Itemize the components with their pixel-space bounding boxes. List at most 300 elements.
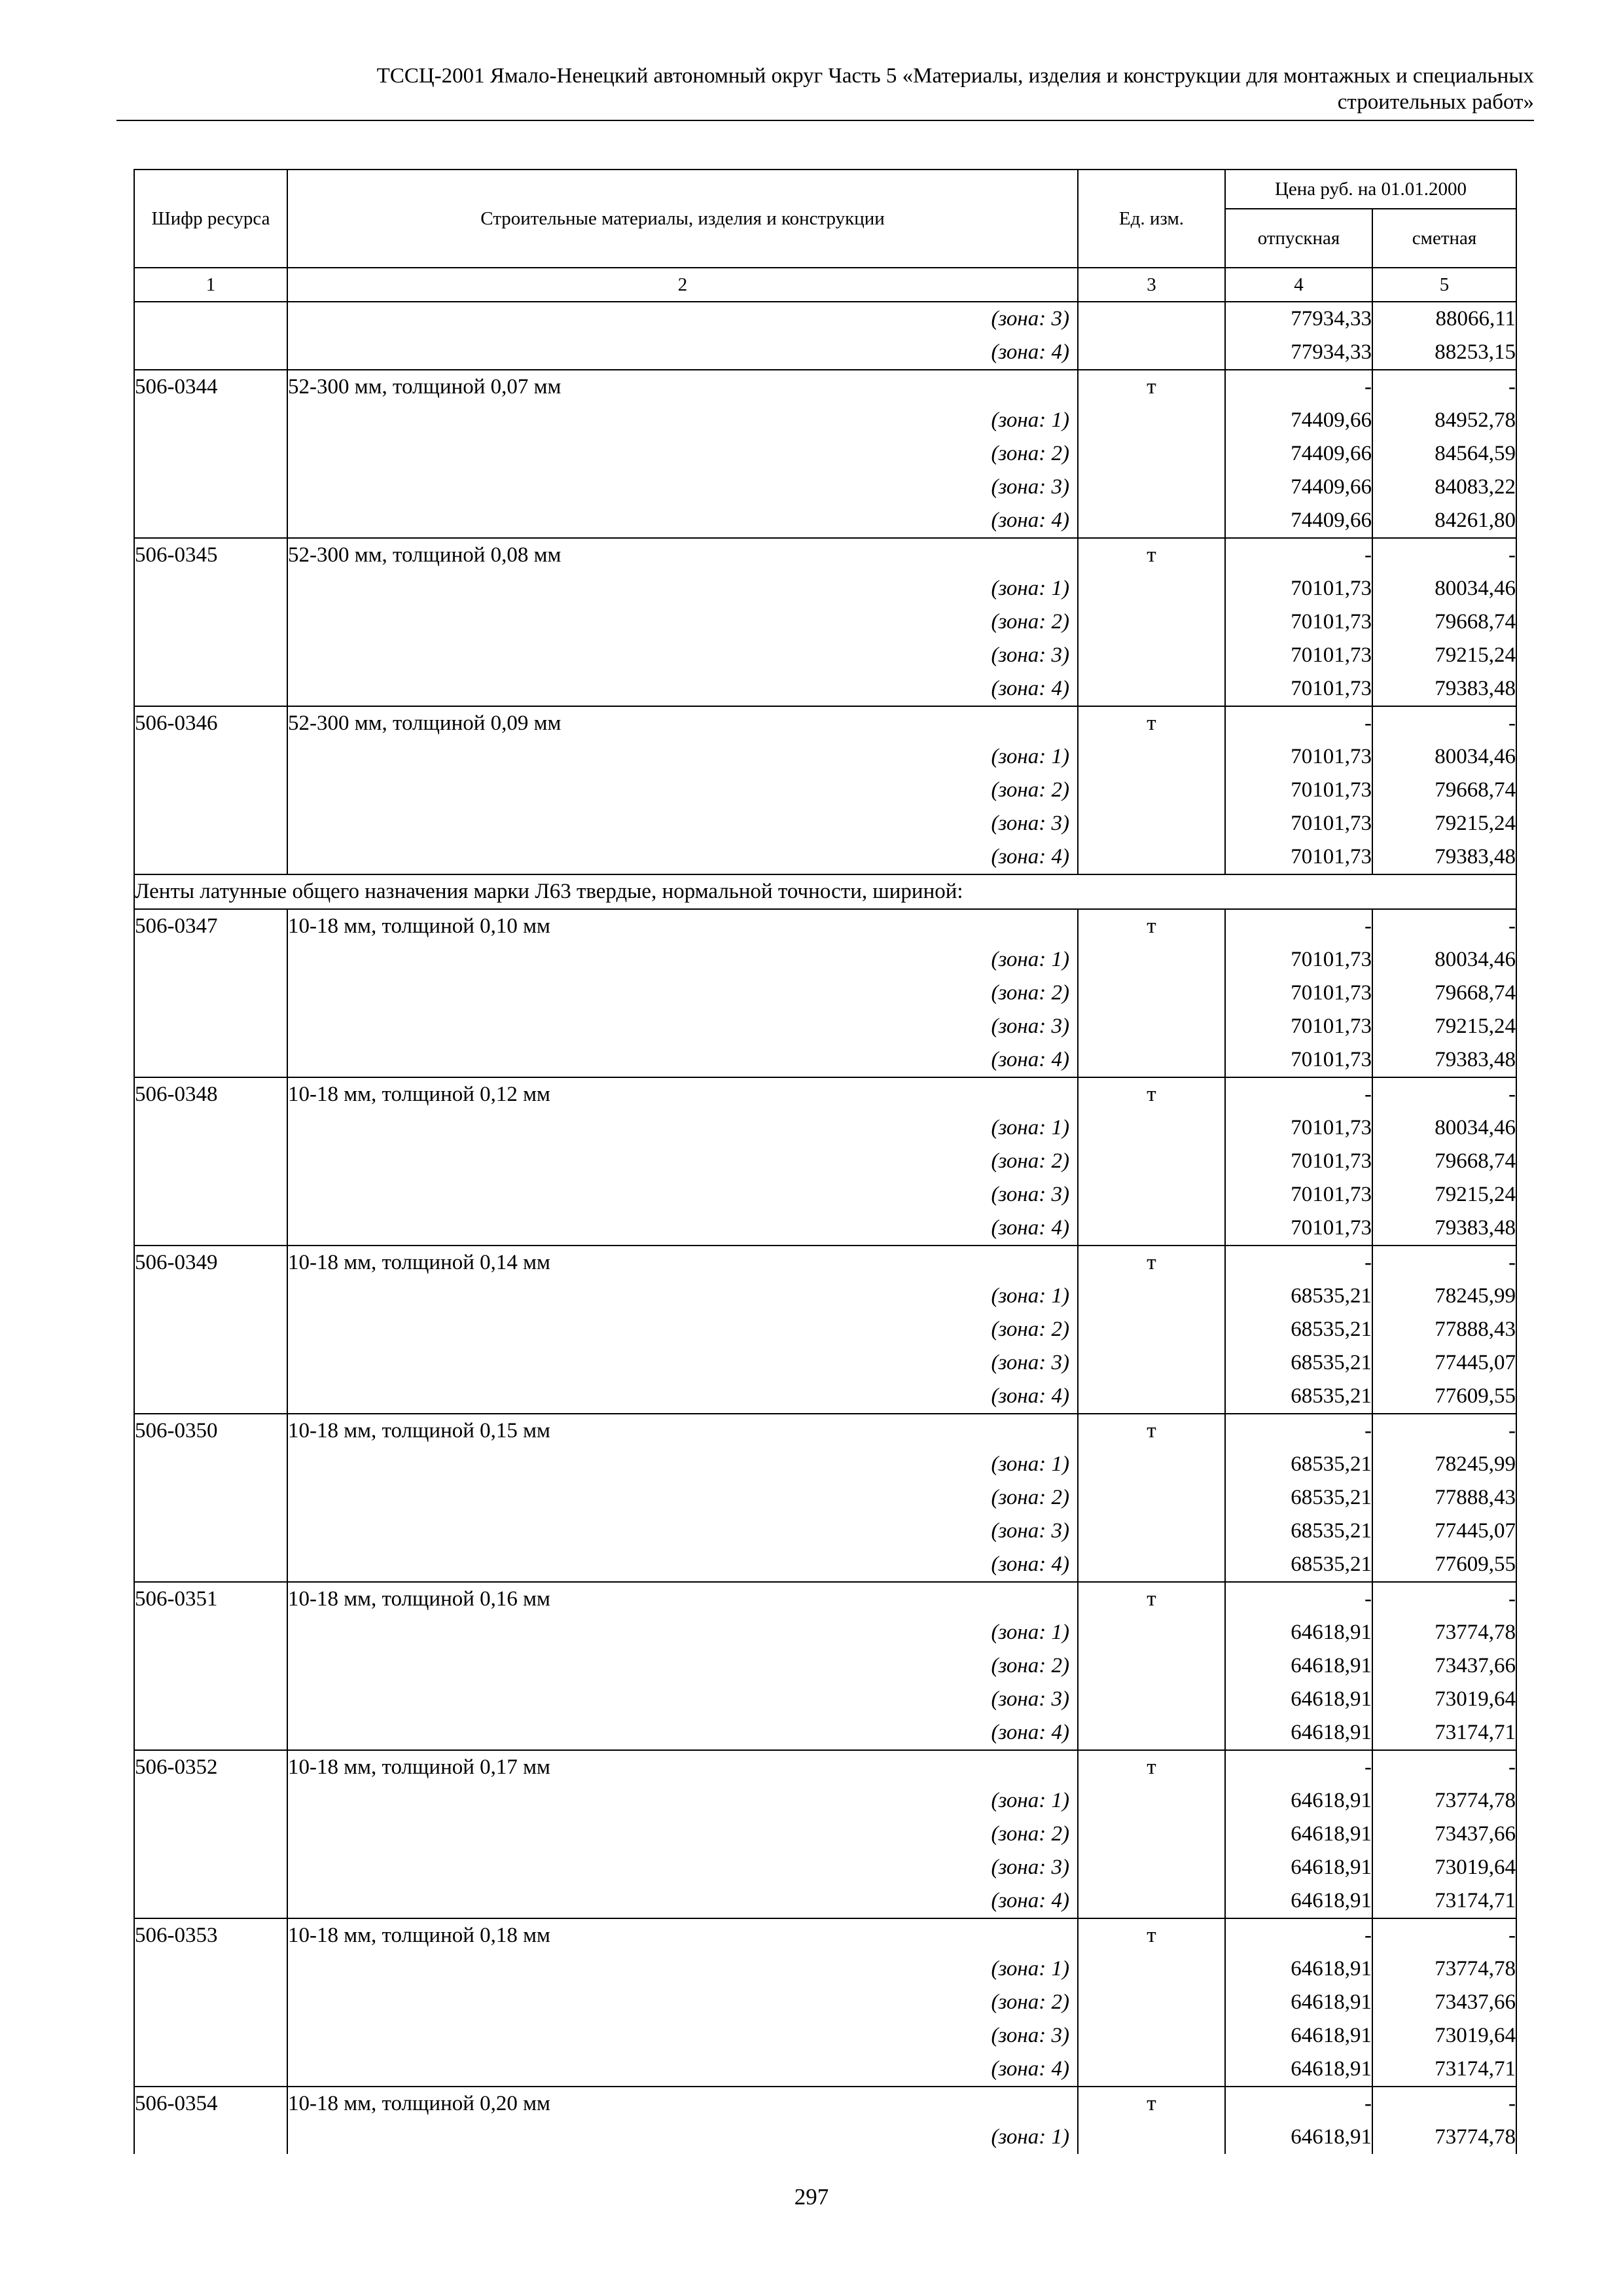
zone-label: (зона: 4): [287, 1884, 1078, 1918]
resource-code: [134, 1010, 287, 1043]
unit-cell: [1078, 336, 1225, 370]
zone-row: [134, 1548, 1516, 1582]
unit-cell: [1078, 1313, 1225, 1346]
estimate-price: -: [1372, 1246, 1516, 1280]
release-price: -: [1225, 538, 1372, 572]
release-price: 68535,21: [1225, 1548, 1372, 1582]
unit-cell: [1078, 504, 1225, 538]
unit-cell: [1078, 977, 1225, 1010]
unit-cell: [1078, 1178, 1225, 1211]
resource-code: 506-0350: [134, 1414, 287, 1448]
zone-row: [134, 840, 1516, 874]
zone-row: [134, 1178, 1516, 1211]
resource-code: 506-0347: [134, 909, 287, 943]
resource-code: [134, 639, 287, 672]
estimate-price: 73174,71: [1372, 1884, 1516, 1918]
zone-row: [134, 740, 1516, 774]
estimate-price: 77888,43: [1372, 1313, 1516, 1346]
unit-cell: [1078, 2053, 1225, 2087]
estimate-price: 79215,24: [1372, 1178, 1516, 1211]
resource-code: [134, 1448, 287, 1481]
estimate-price: 73019,64: [1372, 1683, 1516, 1716]
item-row: [134, 909, 1516, 943]
unit-cell: [1078, 639, 1225, 672]
release-price: 70101,73: [1225, 977, 1372, 1010]
estimate-price: 73437,66: [1372, 1986, 1516, 2019]
zone-label: (зона: 3): [287, 302, 1078, 336]
unit-cell: т: [1078, 1246, 1225, 1280]
release-price: -: [1225, 2087, 1372, 2121]
release-price: 70101,73: [1225, 807, 1372, 840]
col-number-4: 4: [1225, 268, 1372, 302]
unit-cell: [1078, 1616, 1225, 1649]
zone-row: [134, 774, 1516, 807]
resource-code: [134, 807, 287, 840]
release-price: 70101,73: [1225, 1111, 1372, 1145]
estimate-price: 73019,64: [1372, 2019, 1516, 2053]
zone-label: (зона: 4): [287, 1716, 1078, 1750]
zone-row: [134, 807, 1516, 840]
zone-row: [134, 605, 1516, 639]
unit-cell: [1078, 1515, 1225, 1548]
zone-label: (зона: 1): [287, 740, 1078, 774]
unit-cell: [1078, 471, 1225, 504]
release-price: 70101,73: [1225, 639, 1372, 672]
release-price: -: [1225, 1414, 1372, 1448]
unit-cell: [1078, 1818, 1225, 1851]
estimate-price: 73774,78: [1372, 2121, 1516, 2154]
unit-cell: [1078, 774, 1225, 807]
unit-cell: [1078, 1111, 1225, 1145]
col-header-code: Шифр ресурса: [134, 170, 287, 268]
unit-cell: [1078, 1784, 1225, 1818]
resource-code: [134, 1145, 287, 1178]
item-description: 52-300 мм, толщиной 0,07 мм: [287, 370, 1078, 404]
estimate-price: 80034,46: [1372, 1111, 1516, 1145]
unit-cell: [1078, 1548, 1225, 1582]
resource-code: [134, 1986, 287, 2019]
estimate-price: -: [1372, 1750, 1516, 1784]
unit-cell: [1078, 807, 1225, 840]
zone-row: [134, 302, 1516, 336]
estimate-price: 79383,48: [1372, 1211, 1516, 1246]
estimate-price: 79215,24: [1372, 639, 1516, 672]
zone-row: [134, 1313, 1516, 1346]
resource-code: [134, 336, 287, 370]
unit-cell: [1078, 1010, 1225, 1043]
release-price: 64618,91: [1225, 2019, 1372, 2053]
estimate-price: 84564,59: [1372, 437, 1516, 471]
unit-cell: [1078, 1986, 1225, 2019]
release-price: -: [1225, 1918, 1372, 1952]
item-row: [134, 2087, 1516, 2121]
estimate-price: -: [1372, 1582, 1516, 1616]
resource-code: 506-0351: [134, 1582, 287, 1616]
zone-row: [134, 1683, 1516, 1716]
unit-cell: т: [1078, 2087, 1225, 2121]
col-header-price: Цена руб. на 01.01.2000: [1225, 170, 1516, 209]
zone-label: (зона: 1): [287, 1448, 1078, 1481]
zone-label: (зона: 3): [287, 1851, 1078, 1884]
resource-code: [134, 1884, 287, 1918]
zone-label: (зона: 1): [287, 943, 1078, 977]
estimate-price: 78245,99: [1372, 1448, 1516, 1481]
estimate-price: 79668,74: [1372, 774, 1516, 807]
zone-label: (зона: 2): [287, 977, 1078, 1010]
resource-code: [134, 1716, 287, 1750]
release-price: 64618,91: [1225, 1716, 1372, 1750]
page-number: 297: [794, 2184, 829, 2210]
estimate-price: -: [1372, 909, 1516, 943]
zone-row: [134, 404, 1516, 437]
estimate-price: 79383,48: [1372, 672, 1516, 706]
unit-cell: [1078, 1280, 1225, 1313]
resource-code: [134, 572, 287, 605]
col-header-estimate-price: сметная: [1372, 209, 1516, 268]
unit-cell: [1078, 1683, 1225, 1716]
zone-label: (зона: 3): [287, 1515, 1078, 1548]
zone-label: (зона: 2): [287, 1986, 1078, 2019]
release-price: -: [1225, 1750, 1372, 1784]
estimate-price: 80034,46: [1372, 572, 1516, 605]
zone-label: (зона: 1): [287, 1952, 1078, 1986]
section-heading-row: [134, 874, 1516, 909]
resource-code: [134, 437, 287, 471]
zone-label: (зона: 4): [287, 336, 1078, 370]
release-price: 64618,91: [1225, 1884, 1372, 1918]
estimate-price: 73174,71: [1372, 1716, 1516, 1750]
zone-label: (зона: 2): [287, 1818, 1078, 1851]
unit-cell: т: [1078, 538, 1225, 572]
release-price: -: [1225, 1246, 1372, 1280]
release-price: 64618,91: [1225, 1952, 1372, 1986]
estimate-price: -: [1372, 1918, 1516, 1952]
resource-code: [134, 1683, 287, 1716]
zone-row: [134, 1010, 1516, 1043]
resource-code: [134, 1649, 287, 1683]
resource-code: [134, 2121, 287, 2154]
zone-row: [134, 572, 1516, 605]
col-header-release-price: отпускная: [1225, 209, 1372, 268]
item-description: 10-18 мм, толщиной 0,14 мм: [287, 1246, 1078, 1280]
release-price: 70101,73: [1225, 840, 1372, 874]
estimate-price: 73774,78: [1372, 1784, 1516, 1818]
estimate-price: 88253,15: [1372, 336, 1516, 370]
unit-cell: т: [1078, 1918, 1225, 1952]
release-price: 64618,91: [1225, 1616, 1372, 1649]
zone-label: (зона: 3): [287, 807, 1078, 840]
resource-code: [134, 1313, 287, 1346]
item-row: [134, 1414, 1516, 1448]
item-row: [134, 1077, 1516, 1111]
release-price: 64618,91: [1225, 2121, 1372, 2154]
resource-code: [134, 2053, 287, 2087]
resource-code: [134, 1280, 287, 1313]
zone-row: [134, 977, 1516, 1010]
release-price: 74409,66: [1225, 504, 1372, 538]
item-description: 10-18 мм, толщиной 0,16 мм: [287, 1582, 1078, 1616]
estimate-price: 79383,48: [1372, 840, 1516, 874]
release-price: 68535,21: [1225, 1313, 1372, 1346]
resource-code: 506-0352: [134, 1750, 287, 1784]
price-table: [134, 169, 1517, 2154]
estimate-price: -: [1372, 1414, 1516, 1448]
release-price: 74409,66: [1225, 437, 1372, 471]
release-price: 68535,21: [1225, 1280, 1372, 1313]
release-price: -: [1225, 1582, 1372, 1616]
release-price: 68535,21: [1225, 1346, 1372, 1380]
estimate-price: 77445,07: [1372, 1515, 1516, 1548]
zone-row: [134, 943, 1516, 977]
zone-label: (зона: 2): [287, 1481, 1078, 1515]
zone-row: [134, 1784, 1516, 1818]
unit-cell: [1078, 2019, 1225, 2053]
header-line-1: ТССЦ-2001 Ямало-Ненецкий автономный округ Часть 5 «Материалы, изделия и конструкции для монтажных и специальных: [376, 64, 1534, 88]
unit-cell: [1078, 943, 1225, 977]
resource-code: 506-0349: [134, 1246, 287, 1280]
unit-cell: т: [1078, 1750, 1225, 1784]
release-price: 70101,73: [1225, 1211, 1372, 1246]
resource-code: [134, 1178, 287, 1211]
unit-cell: [1078, 1851, 1225, 1884]
release-price: 70101,73: [1225, 943, 1372, 977]
release-price: 68535,21: [1225, 1481, 1372, 1515]
zone-row: [134, 504, 1516, 538]
estimate-price: -: [1372, 538, 1516, 572]
zone-label: (зона: 3): [287, 1683, 1078, 1716]
page-header: [116, 63, 1534, 115]
estimate-price: 77609,55: [1372, 1380, 1516, 1414]
unit-cell: [1078, 572, 1225, 605]
resource-code: [134, 672, 287, 706]
resource-code: 506-0353: [134, 1918, 287, 1952]
header-line-2: строительных работ»: [1337, 90, 1534, 114]
zone-row: [134, 1280, 1516, 1313]
zone-row: [134, 1716, 1516, 1750]
resource-code: [134, 1851, 287, 1884]
unit-cell: [1078, 1884, 1225, 1918]
unit-cell: т: [1078, 1582, 1225, 1616]
release-price: 64618,91: [1225, 1784, 1372, 1818]
estimate-price: 73774,78: [1372, 1616, 1516, 1649]
release-price: 70101,73: [1225, 572, 1372, 605]
release-price: 70101,73: [1225, 1178, 1372, 1211]
item-row: [134, 538, 1516, 572]
release-price: 77934,33: [1225, 336, 1372, 370]
estimate-price: 79215,24: [1372, 1010, 1516, 1043]
release-price: 70101,73: [1225, 605, 1372, 639]
unit-cell: [1078, 302, 1225, 336]
resource-code: [134, 1515, 287, 1548]
release-price: 70101,73: [1225, 774, 1372, 807]
release-price: -: [1225, 1077, 1372, 1111]
estimate-price: 77609,55: [1372, 1548, 1516, 1582]
zone-label: (зона: 4): [287, 1211, 1078, 1246]
zone-row: [134, 1884, 1516, 1918]
zone-label: (зона: 4): [287, 1043, 1078, 1077]
release-price: -: [1225, 370, 1372, 404]
zone-row: [134, 1952, 1516, 1986]
item-row: [134, 370, 1516, 404]
unit-cell: [1078, 1380, 1225, 1414]
item-description: 52-300 мм, толщиной 0,08 мм: [287, 538, 1078, 572]
unit-cell: [1078, 672, 1225, 706]
zone-row: [134, 1616, 1516, 1649]
estimate-price: 80034,46: [1372, 740, 1516, 774]
zone-row: [134, 2019, 1516, 2053]
zone-row: [134, 1145, 1516, 1178]
col-header-unit: Ед. изм.: [1078, 170, 1225, 268]
resource-code: [134, 1043, 287, 1077]
unit-cell: [1078, 1716, 1225, 1750]
estimate-price: -: [1372, 2087, 1516, 2121]
unit-cell: т: [1078, 706, 1225, 740]
zone-label: (зона: 1): [287, 404, 1078, 437]
release-price: 77934,33: [1225, 302, 1372, 336]
release-price: 70101,73: [1225, 672, 1372, 706]
zone-label: (зона: 4): [287, 2053, 1078, 2087]
unit-cell: [1078, 1211, 1225, 1246]
estimate-price: -: [1372, 1077, 1516, 1111]
zone-label: (зона: 4): [287, 1548, 1078, 1582]
zone-label: (зона: 1): [287, 1280, 1078, 1313]
estimate-price: 73019,64: [1372, 1851, 1516, 1884]
zone-row: [134, 2053, 1516, 2087]
item-description: 10-18 мм, толщиной 0,10 мм: [287, 909, 1078, 943]
section-heading: Ленты латунные общего назначения марки Л63 твердые, нормальной точности, шириной:: [134, 874, 1516, 909]
estimate-price: 79383,48: [1372, 1043, 1516, 1077]
resource-code: [134, 1481, 287, 1515]
resource-code: [134, 504, 287, 538]
release-price: 70101,73: [1225, 740, 1372, 774]
estimate-price: 80034,46: [1372, 943, 1516, 977]
release-price: 68535,21: [1225, 1380, 1372, 1414]
resource-code: [134, 1380, 287, 1414]
unit-cell: т: [1078, 909, 1225, 943]
header-rule: [116, 120, 1534, 121]
zone-row: [134, 1481, 1516, 1515]
estimate-price: 84083,22: [1372, 471, 1516, 504]
unit-cell: [1078, 1481, 1225, 1515]
estimate-price: 79668,74: [1372, 1145, 1516, 1178]
col-number-1: 1: [134, 268, 287, 302]
resource-code: [134, 1548, 287, 1582]
release-price: -: [1225, 909, 1372, 943]
release-price: 64618,91: [1225, 1818, 1372, 1851]
estimate-price: -: [1372, 706, 1516, 740]
col-number-2: 2: [287, 268, 1078, 302]
unit-cell: [1078, 605, 1225, 639]
unit-cell: [1078, 840, 1225, 874]
resource-code: 506-0346: [134, 706, 287, 740]
unit-cell: [1078, 1043, 1225, 1077]
estimate-price: 88066,11: [1372, 302, 1516, 336]
estimate-price: 77445,07: [1372, 1346, 1516, 1380]
zone-row: [134, 1380, 1516, 1414]
zone-row: [134, 672, 1516, 706]
unit-cell: [1078, 740, 1225, 774]
release-price: 70101,73: [1225, 1010, 1372, 1043]
zone-label: (зона: 1): [287, 1616, 1078, 1649]
resource-code: [134, 605, 287, 639]
unit-cell: [1078, 1448, 1225, 1481]
estimate-price: 78245,99: [1372, 1280, 1516, 1313]
estimate-price: 84952,78: [1372, 404, 1516, 437]
resource-code: [134, 1211, 287, 1246]
release-price: 64618,91: [1225, 1683, 1372, 1716]
unit-cell: [1078, 437, 1225, 471]
zone-label: (зона: 2): [287, 1649, 1078, 1683]
resource-code: [134, 2019, 287, 2053]
item-row: [134, 1750, 1516, 1784]
resource-code: [134, 1346, 287, 1380]
unit-cell: [1078, 2121, 1225, 2154]
item-row: [134, 706, 1516, 740]
item-description: 10-18 мм, толщиной 0,17 мм: [287, 1750, 1078, 1784]
unit-cell: [1078, 404, 1225, 437]
resource-code: [134, 740, 287, 774]
zone-label: (зона: 4): [287, 504, 1078, 538]
resource-code: [134, 943, 287, 977]
estimate-price: 73774,78: [1372, 1952, 1516, 1986]
resource-code: 506-0354: [134, 2087, 287, 2121]
unit-cell: [1078, 1145, 1225, 1178]
estimate-price: 79668,74: [1372, 977, 1516, 1010]
item-row: [134, 1246, 1516, 1280]
zone-row: [134, 1818, 1516, 1851]
table-body: [134, 302, 1516, 2154]
estimate-price: 73437,66: [1372, 1818, 1516, 1851]
col-number-5: 5: [1372, 268, 1516, 302]
resource-code: [134, 471, 287, 504]
zone-row: [134, 1346, 1516, 1380]
release-price: 74409,66: [1225, 404, 1372, 437]
item-description: 10-18 мм, толщиной 0,12 мм: [287, 1077, 1078, 1111]
item-description: 10-18 мм, толщиной 0,18 мм: [287, 1918, 1078, 1952]
item-description: 10-18 мм, толщиной 0,15 мм: [287, 1414, 1078, 1448]
item-row: [134, 1582, 1516, 1616]
resource-code: [134, 1952, 287, 1986]
zone-label: (зона: 1): [287, 572, 1078, 605]
zone-label: (зона: 3): [287, 639, 1078, 672]
release-price: 68535,21: [1225, 1448, 1372, 1481]
release-price: 68535,21: [1225, 1515, 1372, 1548]
estimate-price: 73437,66: [1372, 1649, 1516, 1683]
release-price: 74409,66: [1225, 471, 1372, 504]
estimate-price: 73174,71: [1372, 2053, 1516, 2087]
zone-label: (зона: 2): [287, 1313, 1078, 1346]
unit-cell: т: [1078, 1077, 1225, 1111]
zone-row: [134, 471, 1516, 504]
unit-cell: [1078, 1649, 1225, 1683]
zone-row: [134, 437, 1516, 471]
zone-row: [134, 2121, 1516, 2154]
zone-label: (зона: 3): [287, 2019, 1078, 2053]
resource-code: [134, 840, 287, 874]
zone-label: (зона: 2): [287, 1145, 1078, 1178]
resource-code: [134, 1111, 287, 1145]
zone-label: (зона: 3): [287, 471, 1078, 504]
item-description: 10-18 мм, толщиной 0,20 мм: [287, 2087, 1078, 2121]
zone-row: [134, 1111, 1516, 1145]
zone-row: [134, 1851, 1516, 1884]
release-price: 64618,91: [1225, 1986, 1372, 2019]
estimate-price: -: [1372, 370, 1516, 404]
zone-row: [134, 1211, 1516, 1246]
estimate-price: 77888,43: [1372, 1481, 1516, 1515]
zone-label: (зона: 3): [287, 1010, 1078, 1043]
release-price: 70101,73: [1225, 1043, 1372, 1077]
